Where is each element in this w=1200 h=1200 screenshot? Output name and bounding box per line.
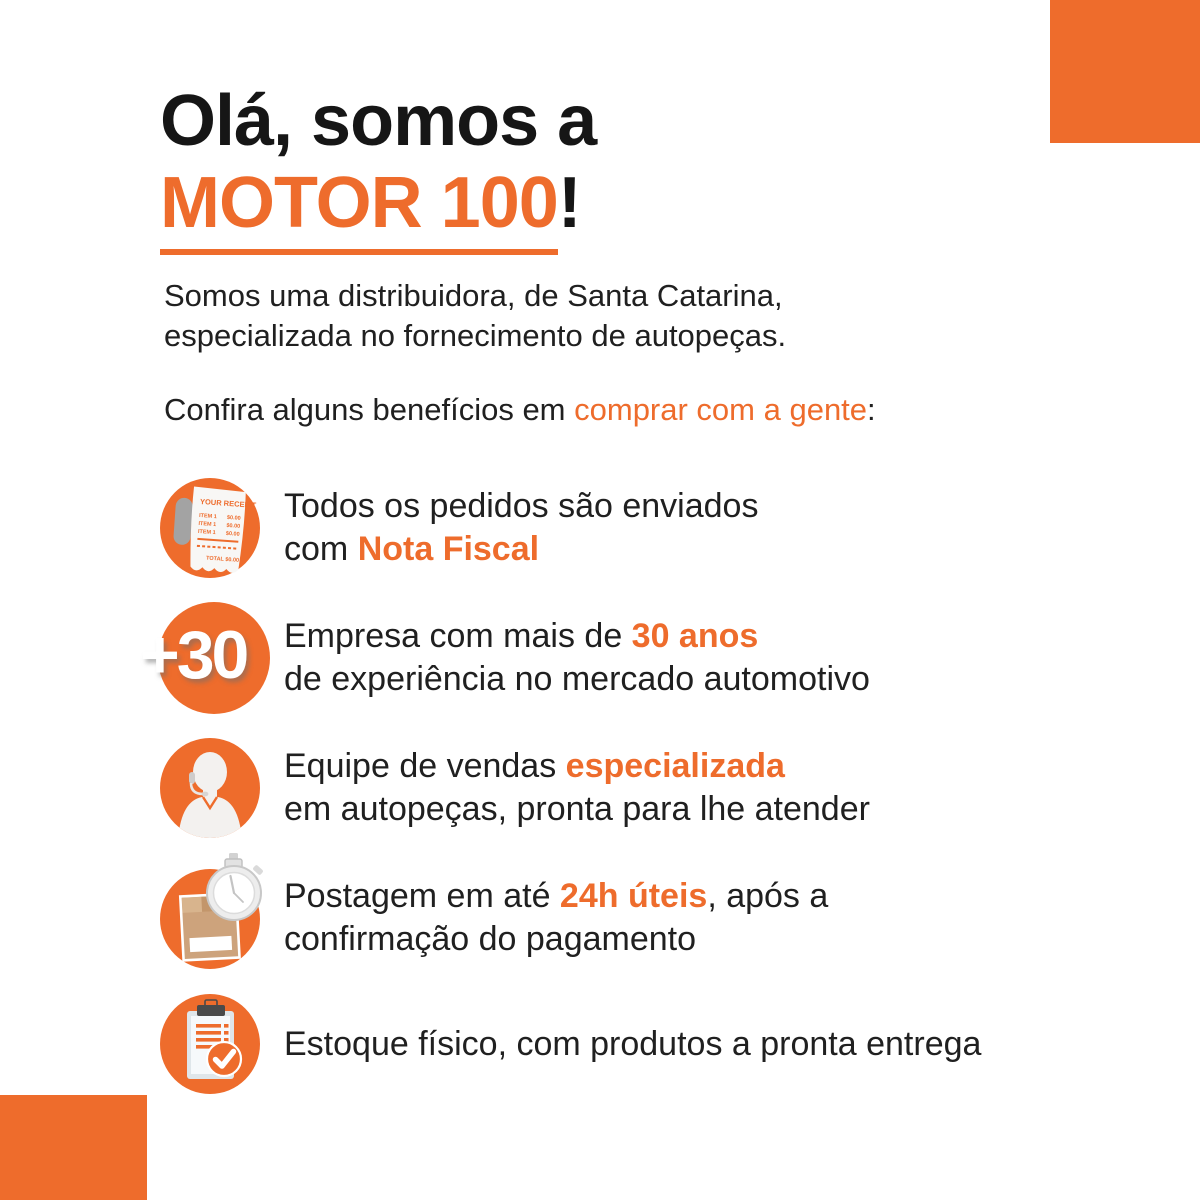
- benefit-text-line: [284, 918, 828, 961]
- agent-head: [193, 752, 227, 792]
- benefit-segment: Todos os pedidos são enviados: [284, 487, 759, 525]
- benefit-text-receipt: [284, 485, 758, 571]
- description: [164, 276, 786, 356]
- svg-text:$0.00: $0.00: [226, 514, 241, 522]
- svg-text:$0.00: $0.00: [226, 522, 241, 530]
- clipboard-check-icon: [158, 992, 270, 1096]
- clipboard-check-icon: [158, 992, 262, 1096]
- title-exclamation: !: [557, 163, 581, 243]
- benefits-list: [140, 468, 1148, 1122]
- benefit-highlight: 24h úteis: [559, 877, 708, 915]
- benefit-text-line: [284, 745, 870, 788]
- benefit-text-line: [284, 788, 870, 831]
- benefit-segment: Empresa com mais de: [284, 617, 632, 655]
- benefit-segment: confirmação do pagamento: [284, 920, 697, 958]
- benefit-text-line: [284, 658, 870, 701]
- benefit-row-timer: [158, 866, 1148, 970]
- svg-text:$0.00: $0.00: [225, 530, 240, 538]
- benefit-row-receipt: [158, 476, 1148, 580]
- svg-text:ITEM 1: ITEM 1: [198, 512, 217, 521]
- benefit-text-clipboard: [284, 1023, 981, 1066]
- plus-30-text: +30: [140, 616, 247, 693]
- shipping-timer-icon: [158, 865, 270, 971]
- benefits-intro: [164, 390, 876, 430]
- benefit-text-line: [284, 528, 758, 571]
- svg-text:YOUR RECEIPT: YOUR RECEIPT: [199, 496, 257, 510]
- benefit-text-line: [284, 615, 870, 658]
- benefit-highlight: Nota Fiscal: [357, 530, 540, 568]
- plus-30-badge-icon: [140, 602, 270, 714]
- svg-text:TOTAL $0.00: TOTAL $0.00: [205, 555, 240, 564]
- benefit-segment: Estoque físico, com produtos a pronta entrega: [284, 1024, 982, 1063]
- benefit-segment: com: [284, 530, 358, 568]
- svg-text:ITEM 1: ITEM 1: [198, 520, 217, 529]
- headset-mic: [202, 792, 209, 797]
- benefit-text-plus30: [284, 615, 870, 701]
- benefit-row-support: [158, 736, 1148, 840]
- title-greeting: Olá, somos a: [160, 81, 597, 161]
- receipt-icon: [158, 476, 270, 580]
- title-brand-line: [160, 162, 596, 255]
- receipt-icon: [158, 476, 262, 580]
- benefits-intro-highlight: comprar com a gente: [574, 392, 868, 427]
- stopwatch: [207, 853, 264, 920]
- benefit-row-plus30: [140, 606, 1148, 710]
- page-title: [160, 80, 596, 255]
- benefits-intro-prefix: Confira alguns benefícios em: [164, 392, 575, 427]
- shipping-timer-icon: [158, 845, 266, 971]
- description-line-1: Somos uma distribuidora, de Santa Catarina,: [164, 278, 783, 313]
- benefit-segment: em autopeças, pronta para lhe atender: [284, 790, 870, 828]
- receipt-clip: [173, 497, 193, 545]
- benefit-segment: Equipe de vendas: [284, 747, 566, 785]
- plus-30-badge-icon: [140, 602, 270, 714]
- svg-text:ITEM 1: ITEM 1: [197, 528, 216, 537]
- benefit-highlight: especializada: [565, 747, 785, 785]
- benefit-text-support: [284, 745, 870, 831]
- support-agent-icon: [158, 736, 270, 840]
- corner-accent-top-right: [1050, 0, 1200, 143]
- brand-name: MOTOR 100: [160, 162, 558, 255]
- benefit-text-line: [284, 1023, 981, 1066]
- benefit-text-line: [284, 485, 758, 528]
- benefit-segment: Postagem em até: [284, 877, 560, 915]
- benefit-segment: de experiência no mercado automotivo: [284, 660, 870, 698]
- benefits-intro-suffix: :: [867, 392, 876, 427]
- benefit-text-timer: [284, 875, 828, 961]
- benefit-segment: , após a: [707, 877, 829, 915]
- description-line-2: especializada no fornecimento de autopeças.: [164, 318, 787, 353]
- benefit-row-clipboard: [158, 992, 1148, 1096]
- corner-accent-bottom-left: [0, 1095, 147, 1200]
- benefit-highlight: 30 anos: [631, 617, 759, 655]
- headset-earpiece: [189, 772, 195, 784]
- benefit-text-line: [284, 875, 828, 918]
- support-agent-icon: [158, 736, 262, 840]
- check-badge: [207, 1042, 241, 1076]
